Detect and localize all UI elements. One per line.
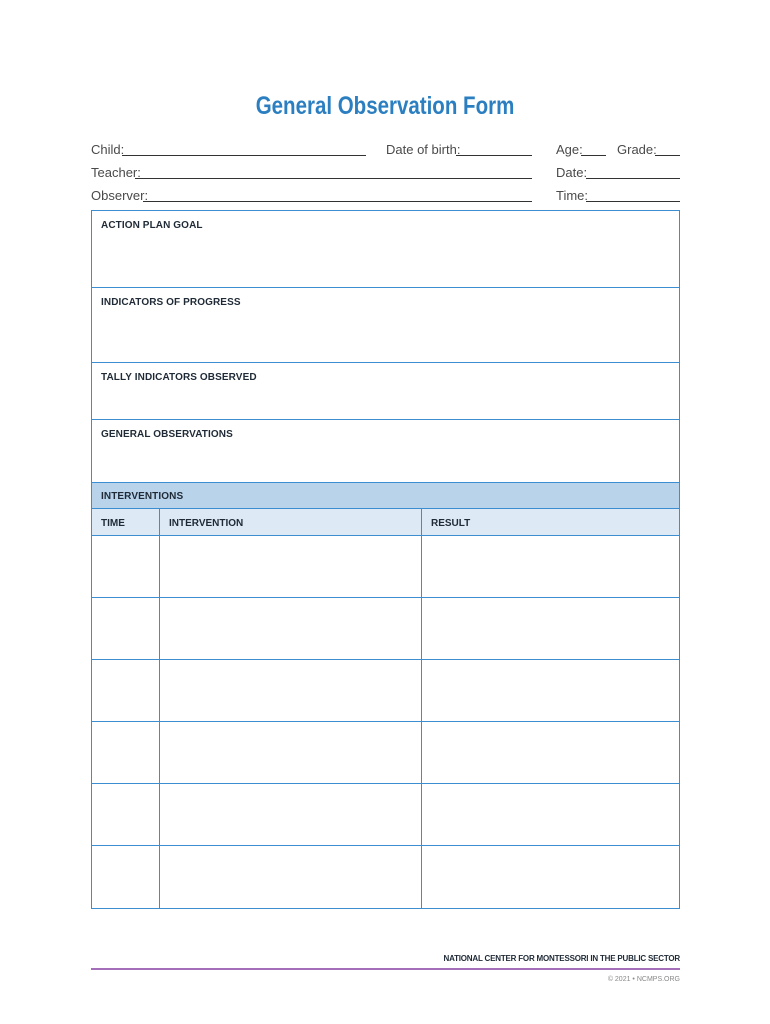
date-of-birth-label: Date of birth: [386, 142, 461, 157]
column-header-time: TIME [92, 509, 160, 535]
time-cell[interactable] [92, 784, 160, 845]
result-cell[interactable] [422, 784, 679, 845]
intervention-cell[interactable] [160, 784, 422, 845]
footer-divider [91, 968, 680, 970]
date-input-line[interactable] [586, 178, 680, 179]
time-input-line[interactable] [586, 201, 680, 202]
table-row [92, 536, 679, 598]
action-plan-goal-section[interactable] [92, 211, 679, 288]
result-cell[interactable] [422, 722, 679, 783]
interventions-column-headers [92, 509, 679, 536]
result-cell[interactable] [422, 846, 679, 908]
indicators-of-progress-section[interactable] [92, 288, 679, 363]
child-input-line[interactable] [122, 155, 366, 156]
time-label: Time: [556, 188, 589, 203]
teacher-label: Teacher: [91, 165, 141, 180]
intervention-cell[interactable] [160, 660, 422, 721]
teacher-input-line[interactable] [135, 178, 532, 179]
intervention-cell[interactable] [160, 846, 422, 908]
footer-copyright: © 2021 • NCMPS.ORG [607, 976, 680, 983]
table-row [92, 784, 679, 846]
tally-indicators-section[interactable] [92, 363, 679, 420]
time-cell[interactable] [92, 846, 160, 908]
observer-label: Observer: [91, 188, 149, 203]
intervention-cell[interactable] [160, 722, 422, 783]
table-row [92, 660, 679, 722]
child-label: Child: [91, 142, 125, 157]
table-row [92, 598, 679, 660]
observation-table [91, 210, 680, 909]
grade-label: Grade: [617, 142, 657, 157]
action-plan-goal-label: ACTION PLAN GOAL [101, 220, 203, 231]
intervention-cell[interactable] [160, 598, 422, 659]
general-observations-section[interactable] [92, 420, 679, 483]
date-of-birth-input-line[interactable] [456, 155, 532, 156]
time-cell[interactable] [92, 722, 160, 783]
footer-organization: NATIONAL CENTER FOR MONTESSORI IN THE PUBLIC SECTOR [443, 954, 680, 963]
time-cell[interactable] [92, 660, 160, 721]
tally-indicators-label: TALLY INDICATORS OBSERVED [101, 372, 257, 383]
column-header-intervention: INTERVENTION [160, 509, 422, 535]
grade-input-line[interactable] [655, 155, 680, 156]
general-observations-label: GENERAL OBSERVATIONS [101, 429, 233, 440]
age-input-line[interactable] [581, 155, 606, 156]
interventions-label: INTERVENTIONS [101, 491, 184, 502]
table-row [92, 722, 679, 784]
interventions-header [92, 483, 679, 509]
column-header-result: RESULT [431, 518, 471, 529]
form-title: General Observation Form [255, 92, 515, 120]
observer-input-line[interactable] [143, 201, 532, 202]
age-label: Age: [556, 142, 583, 157]
date-label: Date: [556, 165, 588, 180]
intervention-cell[interactable] [160, 536, 422, 597]
result-cell[interactable] [422, 536, 679, 597]
time-cell[interactable] [92, 536, 160, 597]
time-cell[interactable] [92, 598, 160, 659]
result-cell[interactable] [422, 598, 679, 659]
indicators-of-progress-label: INDICATORS OF PROGRESS [101, 297, 241, 308]
table-row [92, 846, 679, 908]
result-cell[interactable] [422, 660, 679, 721]
